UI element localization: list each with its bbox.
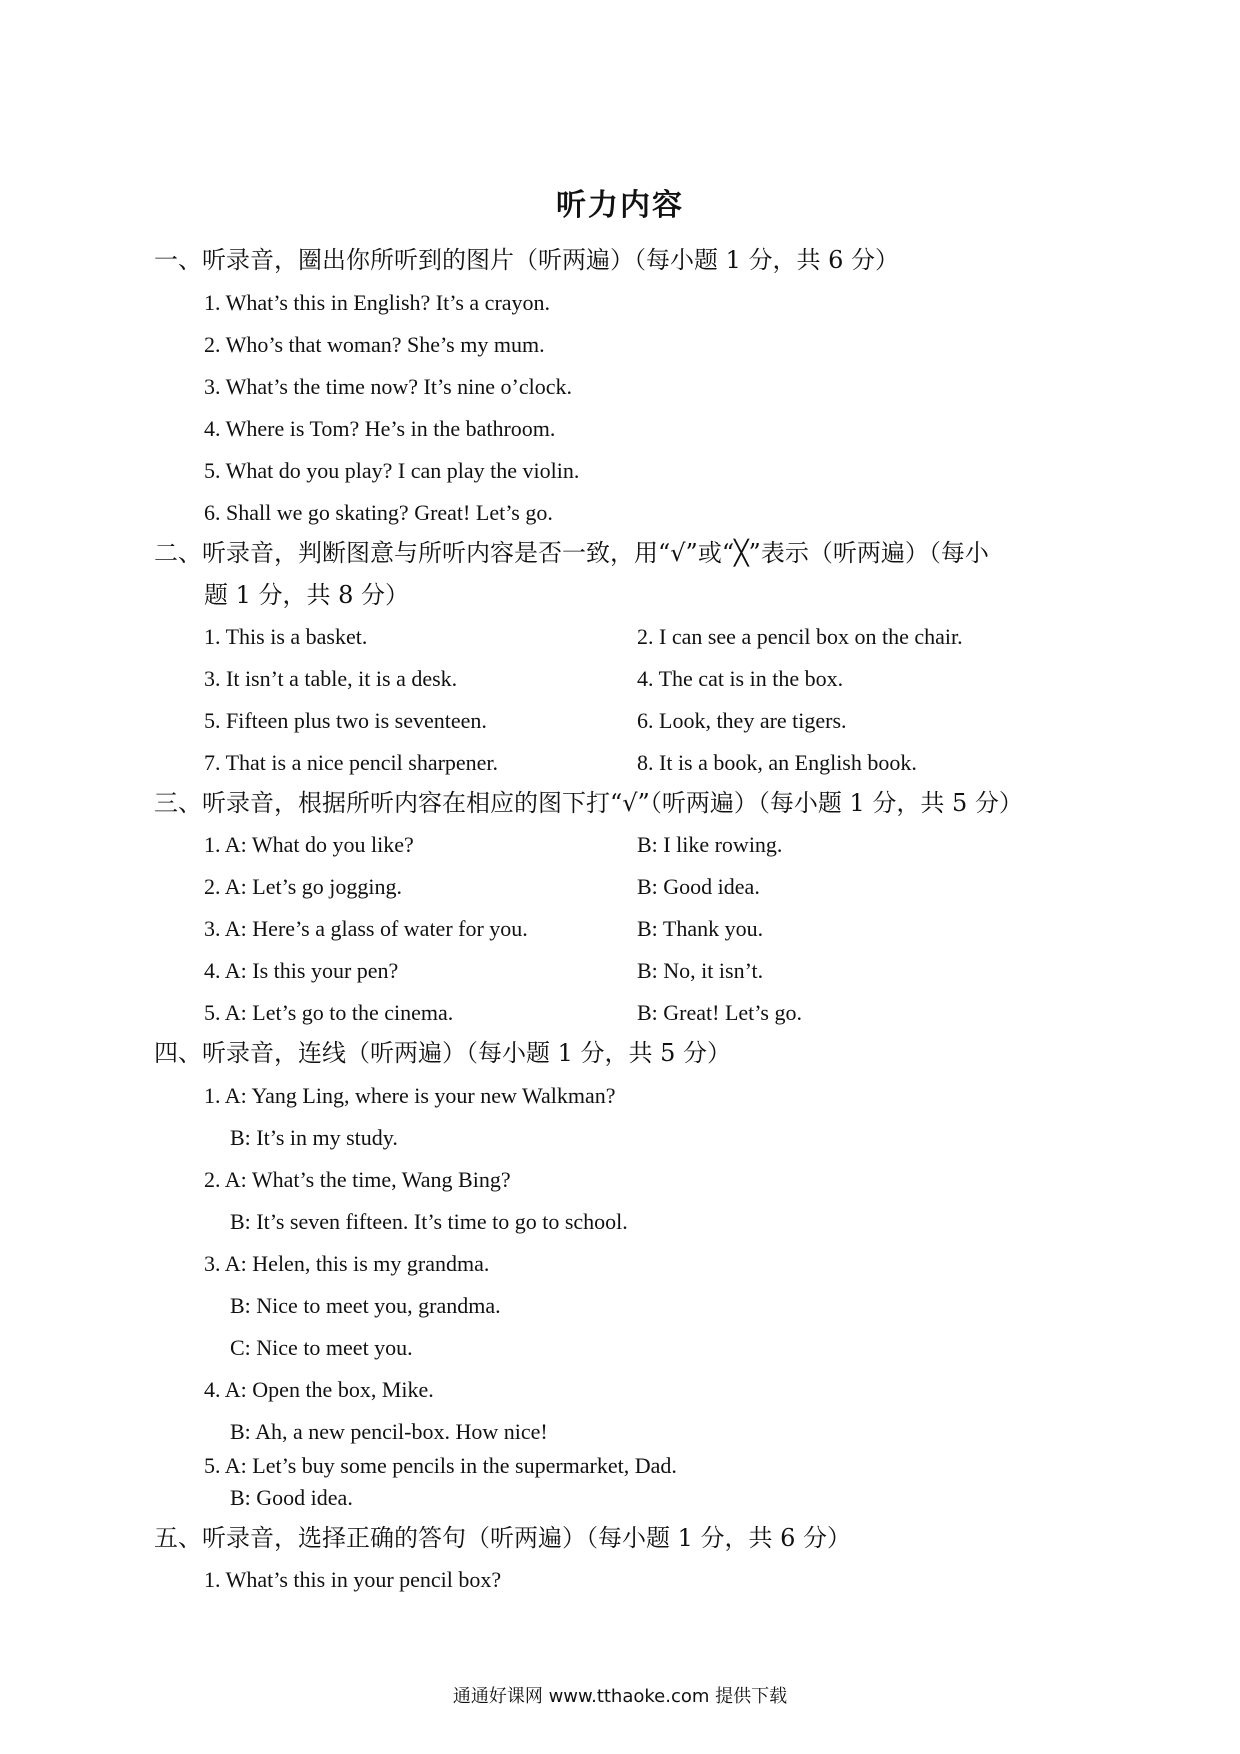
s3-left-5: 5. A: Let’s go to the cinema. (204, 1000, 454, 1025)
section-3-heading: 三、听录音，根据所听内容在相应的图下打“√”（听两遍）（每小题 1 分，共 5 分） (154, 789, 1023, 817)
section-2-heading-line1: 二、听录音，判断图意与所听内容是否一致，用“√”或“╳”表示（听两遍）（每小 (154, 539, 989, 567)
s3-right-3: B: Thank you. (637, 916, 764, 941)
s1-line-6: 6. Shall we go skating? Great! Let’s go. (204, 500, 553, 525)
s4-line-3: 2. A: What’s the time, Wang Bing? (204, 1167, 511, 1192)
s2-left-3: 5. Fifteen plus two is seventeen. (204, 708, 487, 733)
s2-left-1: 1. This is a basket. (204, 624, 368, 649)
s3-right-1: B: I like rowing. (637, 832, 783, 857)
s3-right-4: B: No, it isn’t. (637, 958, 764, 983)
page-title: 听力内容 (556, 188, 684, 223)
s4-line-11: B: Good idea. (230, 1485, 353, 1510)
section-1-heading: 一、听录音，圈出你所听到的图片（听两遍）（每小题 1 分，共 6 分） (154, 246, 900, 274)
s2-left-4: 7. That is a nice pencil sharpener. (204, 750, 499, 775)
s1-line-3: 3. What’s the time now? It’s nine o’clock. (204, 374, 573, 399)
s4-line-1: 1. A: Yang Ling, where is your new Walkman? (204, 1083, 616, 1108)
s4-line-10: 5. A: Let’s buy some pencils in the supermarket, Dad. (204, 1453, 677, 1478)
s4-line-4: B: It’s seven fifteen. It’s time to go to school. (230, 1209, 628, 1234)
s4-line-2: B: It’s in my study. (230, 1125, 398, 1150)
s4-line-9: B: Ah, a new pencil-box. How nice! (230, 1419, 548, 1444)
s4-line-7: C: Nice to meet you. (230, 1335, 413, 1360)
s1-line-1: 1. What’s this in English? It’s a crayon. (204, 290, 551, 315)
s2-right-3: 6. Look, they are tigers. (637, 708, 847, 733)
s2-right-4: 8. It is a book, an English book. (637, 750, 917, 775)
s3-right-5: B: Great! Let’s go. (637, 1000, 802, 1025)
section-2-heading-line2: 题 1 分，共 8 分） (204, 581, 410, 609)
s4-line-8: 4. A: Open the box, Mike. (204, 1377, 434, 1402)
s2-left-2: 3. It isn’t a table, it is a desk. (204, 666, 458, 691)
s4-line-5: 3. A: Helen, this is my grandma. (204, 1251, 490, 1276)
footer-text: 通通好课网 www.tthaoke.com 提供下载 (452, 1686, 788, 1707)
s3-left-2: 2. A: Let’s go jogging. (204, 874, 402, 899)
s1-line-2: 2. Who’s that woman? She’s my mum. (204, 332, 545, 357)
s3-left-3: 3. A: Here’s a glass of water for you. (204, 916, 528, 941)
s3-right-2: B: Good idea. (637, 874, 760, 899)
s2-right-2: 4. The cat is in the box. (637, 666, 844, 691)
s1-line-5: 5. What do you play? I can play the violin. (204, 458, 580, 483)
s1-line-4: 4. Where is Tom? He’s in the bathroom. (204, 416, 556, 441)
s4-line-6: B: Nice to meet you, grandma. (230, 1293, 501, 1318)
section-4-heading: 四、听录音，连线（听两遍）（每小题 1 分，共 5 分） (154, 1039, 732, 1067)
s3-left-1: 1. A: What do you like? (204, 832, 414, 857)
s5-line-1: 1. What’s this in your pencil box? (204, 1567, 502, 1592)
s3-left-4: 4. A: Is this your pen? (204, 958, 399, 983)
section-5-heading: 五、听录音，选择正确的答句（听两遍）（每小题 1 分，共 6 分） (154, 1524, 852, 1552)
s2-right-1: 2. I can see a pencil box on the chair. (637, 624, 963, 649)
